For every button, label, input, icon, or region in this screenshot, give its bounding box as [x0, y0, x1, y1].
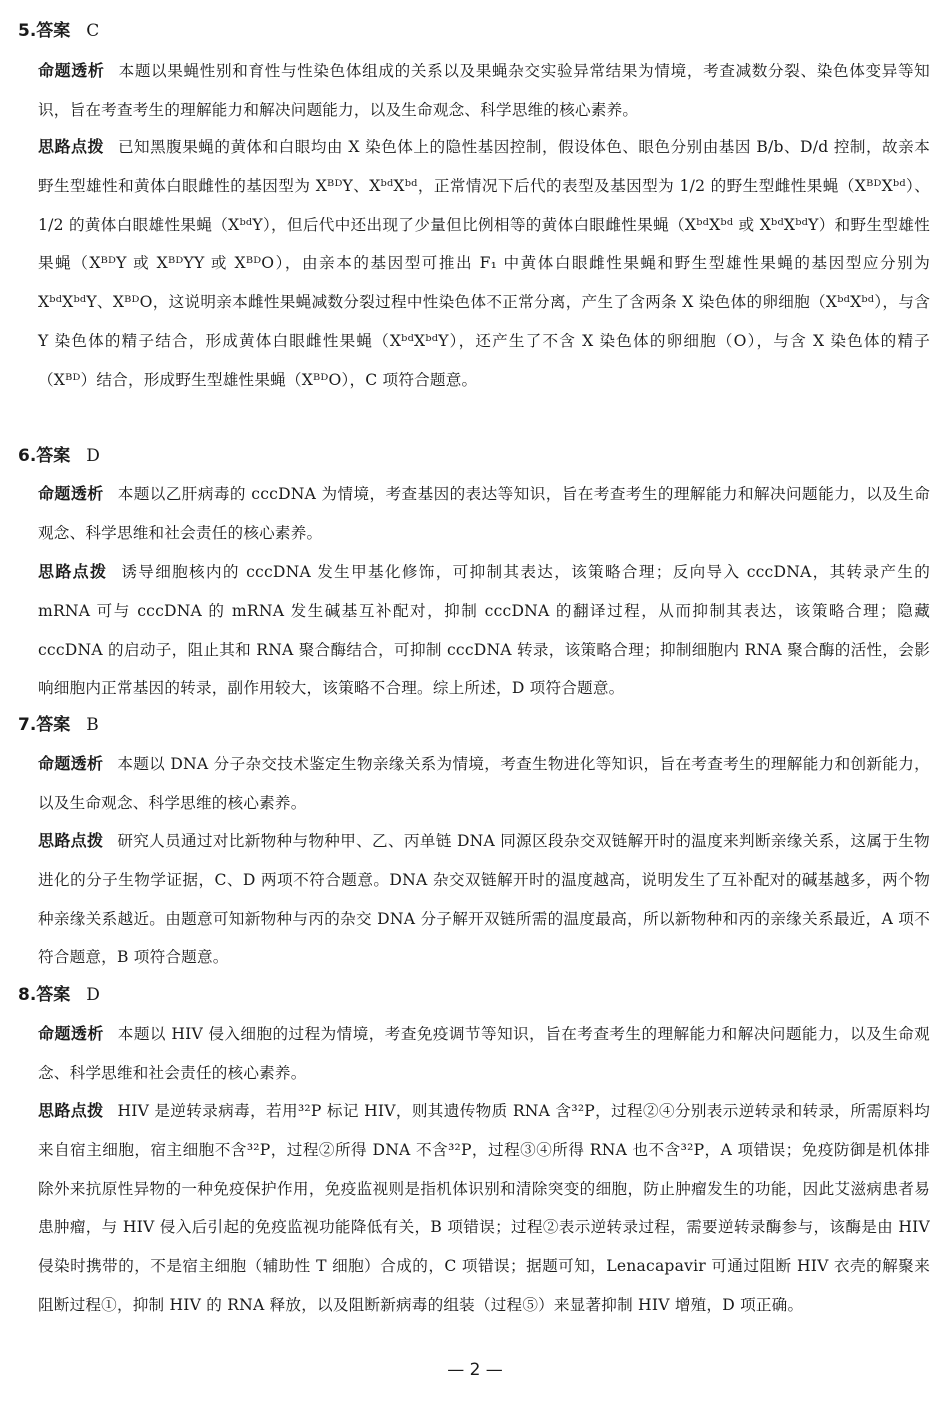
- answer-value: B: [86, 715, 99, 735]
- analysis-text: 本题以 HIV 侵入细胞的过程为情境，考查免疫调节等知识，旨在考查考生的理解能力和解决问题能力，以及生命观念、科学思维和社会责任的核心素养。: [38, 1025, 930, 1082]
- analysis-text: 本题以乙肝病毒的 cccDNA 为情境，考查基因的表达等知识，旨在考查考生的理解能力和解决问题能力，以及生命观念、科学思维和社会责任的核心素养。: [38, 485, 930, 542]
- analysis-label: 命题透析: [38, 484, 104, 503]
- question-6-hint: [38, 553, 930, 708]
- question-7-hint: [38, 822, 930, 977]
- question-6-analysis: [38, 475, 930, 553]
- analysis-label: 命题透析: [38, 61, 105, 80]
- question-number: 7.: [18, 715, 37, 735]
- question-6-header: [18, 444, 100, 468]
- answer-label: 答案: [36, 21, 71, 41]
- answer-value: C: [86, 21, 100, 41]
- question-5-analysis: [38, 52, 930, 130]
- analysis-label: 命题透析: [38, 754, 104, 773]
- hint-text: 诱导细胞核内的 cccDNA 发生甲基化修饰，可抑制其表达，该策略合理；反向导入 cccDNA，其转录产生的 mRNA 可与 cccDNA 的 mRNA 发生碱基互补配对，抑制 cccDNA 的翻译过程，从而抑制其表达，该策略合理；隐藏 cccDNA 的启动子，阻止其和 RNA 聚合酶结合，可抑制 cccDNA 转录，该策略合理；抑制细胞内 RNA 聚合酶的活性，会影响细胞内正常基因的转录，副作用较大，该策略不合理。综上所述，D 项符合题意。: [38, 563, 930, 698]
- answer-label: 答案: [36, 715, 71, 735]
- question-number: 6.: [18, 446, 37, 466]
- question-number: 8.: [18, 985, 37, 1005]
- analysis-text: 本题以 DNA 分子杂交技术鉴定生物亲缘关系为情境，考查生物进化等知识，旨在考查考生的理解能力和创新能力，以及生命观念、科学思维的核心素养。: [38, 755, 930, 812]
- hint-text: 已知黑腹果蝇的黄体和白眼均由 X 染色体上的隐性基因控制，假设体色、眼色分别由基因 B/b、D/d 控制，故亲本野生型雄性和黄体白眼雌性的基因型为 XᴮᴰY、XᵇᵈXᵇᵈ，正常情况下后代的表型及基因型为 1/2 的野生型雌性果蝇（XᴮᴰXᵇᵈ）、1/2 的黄体白眼雄性果蝇（XᵇᵈY），但后代中还出现了少量但比例相等的黄体白眼雌性果蝇（XᵇᵈXᵇᵈ 或 XᵇᵈXᵇᵈY）和野生型雄性果蝇（XᴮᴰY 或 XᴮᴰYY 或 XᴮᴰO），由亲本的基因型可推出 F₁ 中黄体白眼雌性果蝇和野生型雄性果蝇的基因型应分别为 XᵇᵈXᵇᵈY、XᴮᴰO，这说明亲本雌性果蝇减数分裂过程中性染色体不正常分离，产生了含两条 X 染色体的卵细胞（XᵇᵈXᵇᵈ），与含 Y 染色体的精子结合，形成黄体白眼雌性果蝇（XᵇᵈXᵇᵈY），还产生了不含 X 染色体的卵细胞（O），与含 X 染色体的精子（Xᴮᴰ）结合，形成野生型雄性果蝇（XᴮᴰO），C 项符合题意。: [38, 138, 930, 389]
- question-number: 5.: [18, 21, 37, 41]
- question-8-header: [18, 983, 100, 1007]
- question-8-hint: [38, 1092, 930, 1325]
- question-5-header: [18, 19, 99, 43]
- answer-value: D: [86, 446, 100, 466]
- analysis-text: 本题以果蝇性别和育性与性染色体组成的关系以及果蝇杂交实验异常结果为情境，考查减数分裂、染色体变异等知识，旨在考查考生的理解能力和解决问题能力，以及生命观念、科学思维的核心素养。: [38, 62, 930, 119]
- answer-label: 答案: [36, 446, 71, 466]
- answer-value: D: [86, 985, 100, 1005]
- hint-label: 思路点拨: [38, 562, 108, 581]
- page-number: — 2 —: [447, 1360, 503, 1380]
- question-7-header: [18, 713, 99, 737]
- hint-label: 思路点拨: [38, 831, 104, 850]
- analysis-label: 命题透析: [38, 1024, 104, 1043]
- question-8-analysis: [38, 1015, 930, 1093]
- hint-label: 思路点拨: [38, 137, 104, 156]
- hint-text: 研究人员通过对比新物种与物种甲、乙、丙单链 DNA 同源区段杂交双链解开时的温度来判断亲缘关系，这属于生物进化的分子生物学证据，C、D 两项不符合题意。DNA 杂交双链解开时的温度越高，说明发生了互补配对的碱基越多，两个物种亲缘关系越近。由题意可知新物种与丙的杂交 DNA 分子解开双链所需的温度最高，所以新物种和丙的亲缘关系最近，A 项不符合题意，B 项符合题意。: [38, 832, 930, 967]
- answer-label: 答案: [36, 985, 71, 1005]
- hint-text: HIV 是逆转录病毒，若用³²P 标记 HIV，则其遗传物质 RNA 含³²P，过程②④分别表示逆转录和转录，所需原料均来自宿主细胞，宿主细胞不含³²P，过程②所得 DNA 不含³²P，过程③④所得 RNA 也不含³²P，A 项错误；免疫防御是机体排除外来抗原性异物的一种免疫保护作用，免疫监视则是指机体识别和清除突变的细胞，防止肿瘤发生的功能，因此艾滋病患者易患肿瘤，与 HIV 侵入后引起的免疫监视功能降低有关，B 项错误；过程②表示逆转录过程，需要逆转录酶参与，该酶是由 HIV 侵染时携带的，不是宿主细胞（辅助性 T 细胞）合成的，C 项错误；据题可知，Lenacapavir 可通过阻断 HIV 衣壳的解聚来阻断过程①，抑制 HIV 的 RNA 释放，以及阻断新病毒的组装（过程⑤）来显著抑制 HIV 增殖，D 项正确。: [38, 1102, 930, 1314]
- question-7-analysis: [38, 745, 930, 823]
- question-5-hint: [38, 128, 930, 400]
- hint-label: 思路点拨: [38, 1101, 104, 1120]
